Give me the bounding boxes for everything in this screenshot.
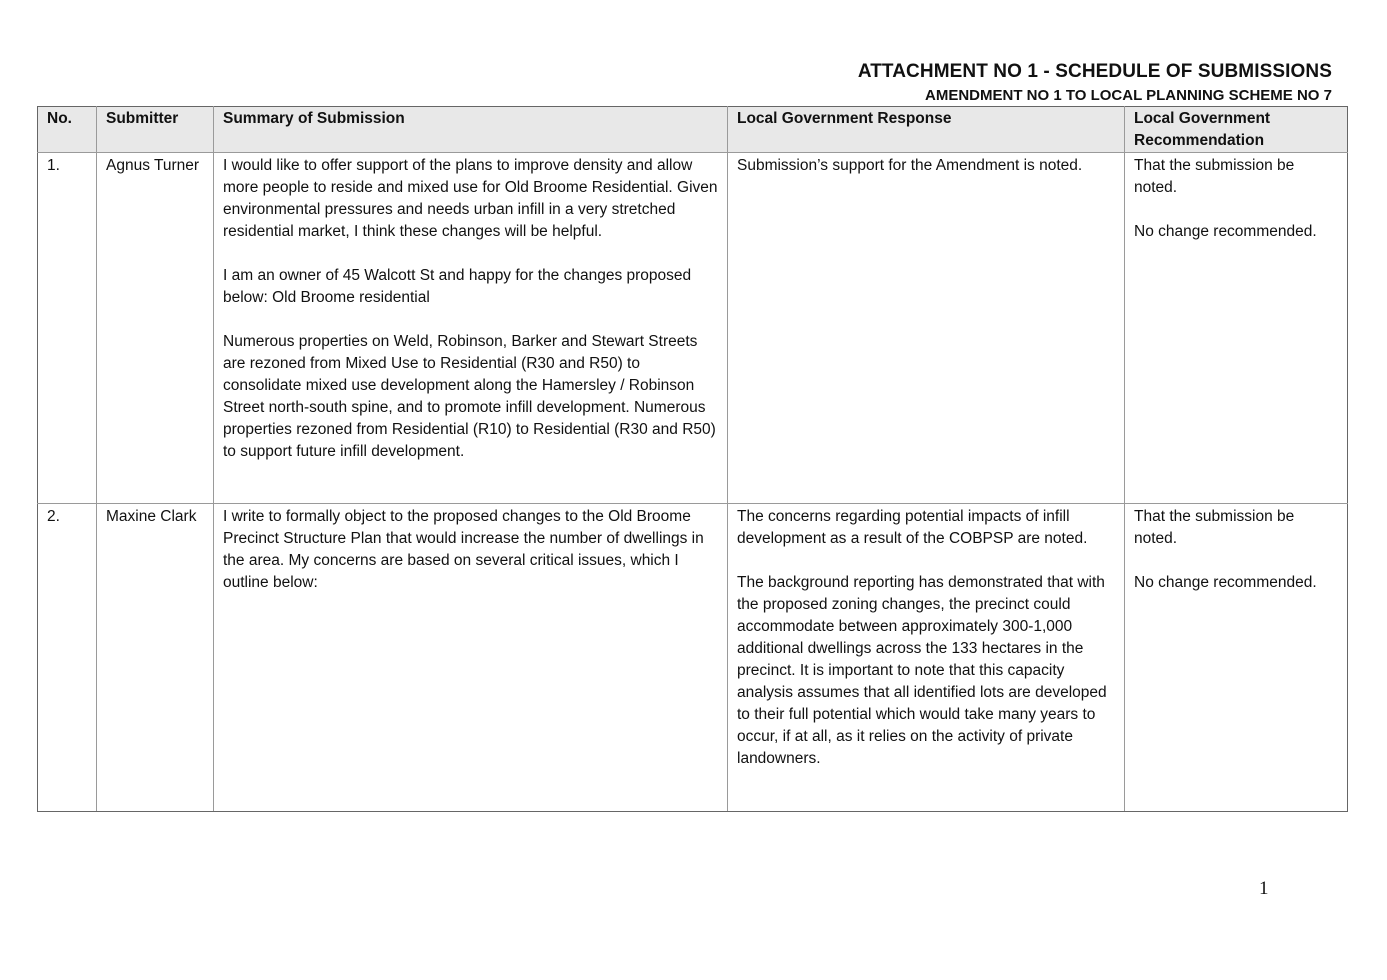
submitter-name: Maxine Clark [97,504,214,812]
table-row [38,504,1348,812]
table-row [38,153,1348,504]
page-number: 1 [1259,878,1269,899]
response-paragraph: Submission’s support for the Amendment is noted. [737,157,1083,174]
submission-summary [214,153,728,504]
table-header-row [38,107,1348,153]
summary-paragraph: Numerous properties on Weld, Robinson, Barker and Stewart Streets are rezoned from Mixed Use to Residential (R30 and R50) to consolidate mixed use development along the Hamersley / Robinson Street north-south spine, and to promote infill development. Numerous properties rezoned from Residential (R10) to Residential (R30 and R50) to support future infill development. [223,333,716,460]
column-header-no: No. [38,107,97,153]
submitter-name: Agnus Turner [97,153,214,504]
column-header-summary: Summary of Submission [214,107,728,153]
government-recommendation [1125,153,1348,504]
document-title: ATTACHMENT NO 1 - SCHEDULE OF SUBMISSIONS [857,61,1332,82]
document-subtitle: AMENDMENT NO 1 TO LOCAL PLANNING SCHEME NO 7 [925,87,1332,104]
recommendation-paragraph: No change recommended. [1134,574,1317,591]
recommendation-paragraph: That the submission be noted. [1134,508,1295,547]
government-response [728,504,1125,812]
recommendation-paragraph: That the submission be noted. [1134,157,1295,196]
summary-paragraph: I write to formally object to the proposed changes to the Old Broome Precinct Structure Plan that would increase the number of dwellings in the area. My concerns are based on several critical issues, which I outline below: [223,508,704,591]
government-response [728,153,1125,504]
summary-paragraph: I am an owner of 45 Walcott St and happy for the changes proposed below: Old Broome residential [223,267,692,306]
row-number: 1. [38,153,97,504]
summary-paragraph: I would like to offer support of the plans to improve density and allow more people to reside and mixed use for Old Broome Residential. Given environmental pressures and needs urban infill in a very stretched residential market, I think these changes will be helpful. [223,157,718,240]
submission-summary [214,504,728,812]
column-header-recommendation: Local Government Recommendation [1125,107,1348,153]
row-number: 2. [38,504,97,812]
government-recommendation [1125,504,1348,812]
submissions-table [37,106,1348,812]
recommendation-paragraph: No change recommended. [1134,223,1317,240]
column-header-response: Local Government Response [728,107,1125,153]
response-paragraph: The background reporting has demonstrated that with the proposed zoning changes, the precinct could accommodate between approximately 300-1,000 additional dwellings across the 133 hectares in the precinct. It is important to note that this capacity analysis assumes that all identified lots are developed to their full potential which would take many years to occur, if at all, as it relies on the activity of private landowners. [737,574,1107,767]
column-header-submitter: Submitter [97,107,214,153]
response-paragraph: The concerns regarding potential impacts of infill development as a result of the COBPSP are noted. [737,508,1088,547]
